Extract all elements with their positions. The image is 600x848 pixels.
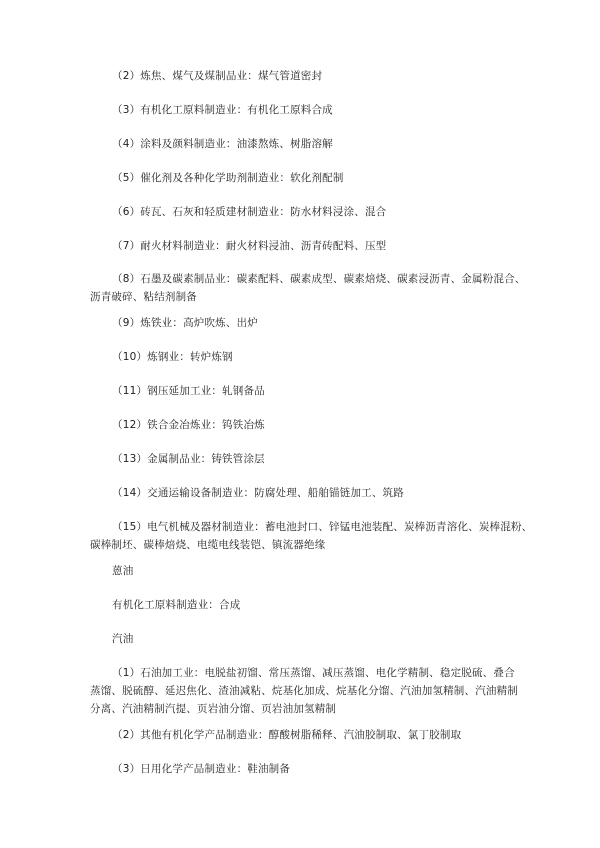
paragraph-electrical-machinery-cont: 碳棒制坯、碳棒焙烧、电缆电线装铠、镇流器绝缘 xyxy=(90,539,326,551)
paragraph-metal-products: （13）金属制品业：铸铁管涂层 xyxy=(112,453,265,465)
paragraph-steel-rolling: （11）钢压延加工业：轧钢备品 xyxy=(112,385,265,397)
paragraph-other-organic-chemicals: （2）其他有机化学产品制造业：醇酸树脂稀释、汽油胶制取、氯丁胶制取 xyxy=(112,729,462,741)
paragraph-petroleum-processing: （1）石油加工业：电脱盐初馏、常压蒸馏、减压蒸馏、电化学精制、稳定脱硫、叠合 xyxy=(112,667,515,679)
paragraph-catalysts: （5）催化剂及各种化学助剂制造业：软化剂配制 xyxy=(112,172,344,184)
paragraph-organic-raw-materials: （3）有机化工原料制造业：有机化工原料合成 xyxy=(112,104,333,116)
paragraph-petroleum-processing-cont2: 分离、汽油精制汽提、页岩油分馏、页岩油加氢精制 xyxy=(90,703,337,715)
heading-anthracene-oil: 蒽油 xyxy=(112,565,134,577)
paragraph-daily-chemicals: （3）日用化学产品制造业：鞋油制备 xyxy=(112,763,291,775)
paragraph-ironmaking: （9）炼铁业：高炉吹炼、出炉 xyxy=(112,317,258,329)
paragraph-organic-synthesis: 有机化工原料制造业：合成 xyxy=(112,599,241,611)
paragraph-steelmaking: （10）炼钢业：转炉炼钢 xyxy=(112,351,233,363)
paragraph-transport-equipment: （14）交通运输设备制造业：防腐处理、船舶锚链加工、筑路 xyxy=(112,487,404,499)
paragraph-ferroalloy: （12）铁合金冶炼业：钨铁冶炼 xyxy=(112,419,265,431)
paragraph-bricks-lime: （6）砖瓦、石灰和轻质建材制造业：防水材料浸涂、混合 xyxy=(112,206,387,218)
heading-gasoline: 汽油 xyxy=(112,633,134,645)
paragraph-petroleum-processing-cont1: 蒸馏、脱硫醇、延迟焦化、渣油减粘、烷基化加成、烷基化分馏、汽油加氢精制、汽油精制 xyxy=(90,685,518,697)
paragraph-coatings-pigments: （4）涂料及颜料制造业：油漆熬炼、树脂溶解 xyxy=(112,138,333,150)
paragraph-graphite-carbon-cont: 沥青破碎、粘结剂制备 xyxy=(90,291,197,303)
paragraph-graphite-carbon: （8）石墨及碳素制品业：碳素配料、碳素成型、碳素焙烧、碳素浸沥青、金属粉混合、 xyxy=(112,273,526,285)
paragraph-refractory: （7）耐火材料制造业：耐火材料浸油、沥青砖配料、压型 xyxy=(112,240,387,252)
paragraph-electrical-machinery: （15）电气机械及器材制造业：蓄电池封口、锌锰电池装配、炭棒沥青溶化、炭棒混粉、 xyxy=(112,521,533,533)
paragraph-coking-gas: （2）炼焦、煤气及煤制品业：煤气管道密封 xyxy=(112,70,323,82)
